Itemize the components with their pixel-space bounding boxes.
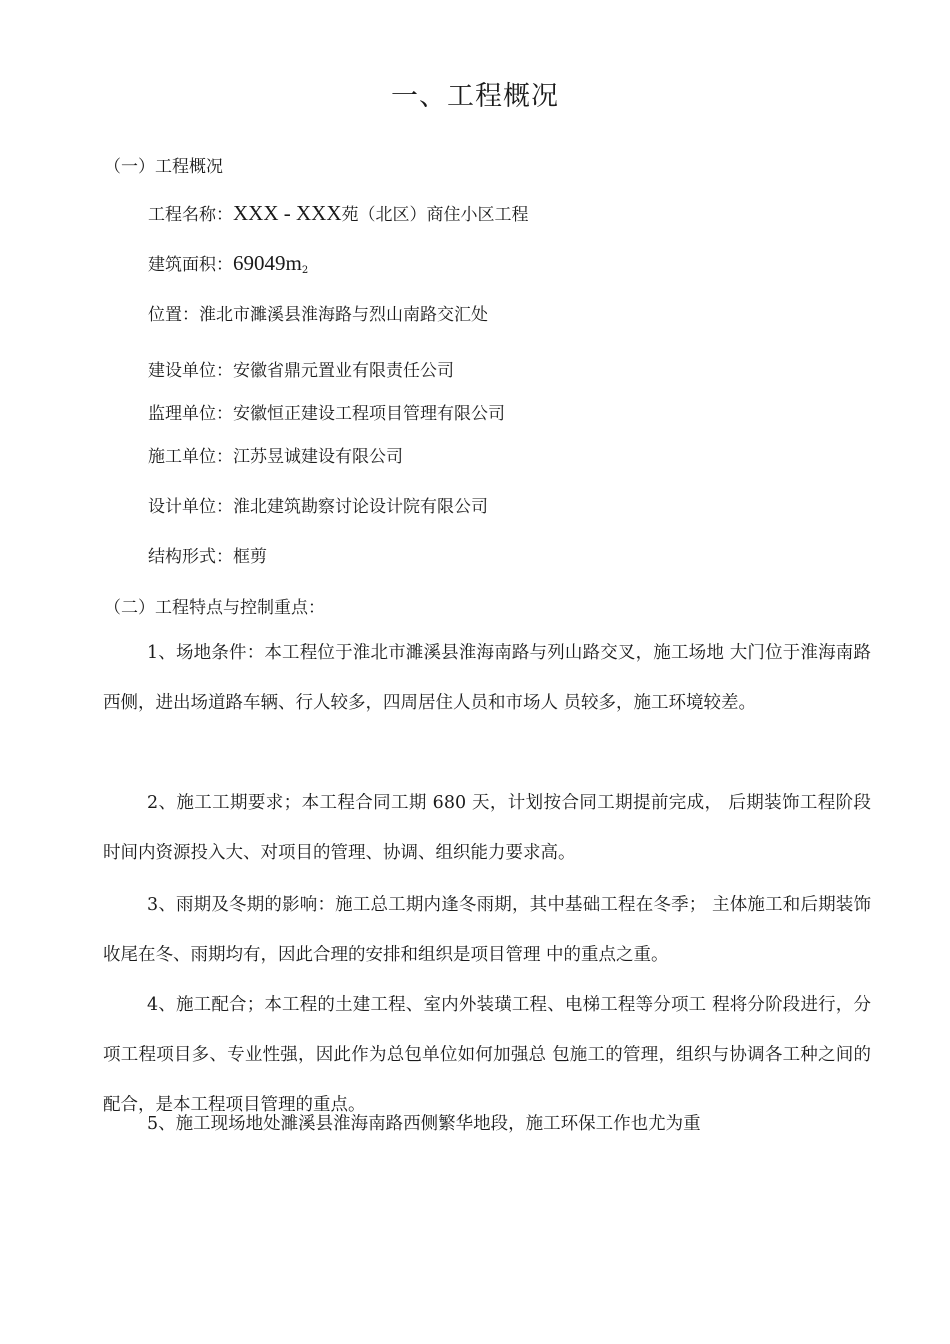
project-name-value: 苑（北区）商住小区工程 — [341, 205, 529, 225]
section-heading-overview: （一）工程概况 — [104, 157, 223, 177]
builder-unit: 建设单位：安徽省鼎元置业有限责任公司 — [148, 361, 454, 381]
feature-point-1: 1、场地条件：本工程位于淮北市濉溪县淮海南路与列山路交叉，施工场地 大门位于淮海南路西侧，进出场道路车辆、行人较多，四周居住人员和市场人 员较多，施工环境较差。 — [103, 643, 871, 713]
feature-point-2: 2、施工工期要求；本工程合同工期 680 天，计划按合同工期提前完成， 后期装饰工程阶段时间内资源投入大、对项目的管理、协调、组织能力要求高。 — [103, 793, 871, 863]
feature-point-4: 4、施工配合；本工程的土建工程、室内外装璜工程、电梯工程等分项工 程将分阶段进行，分项工程项目多、专业性强，因此作为总包单位如何加强总 包施工的管理，组织与协调各工种之间的配合，是本工程项目管理的重点。 — [103, 995, 871, 1115]
page-title: 一、工程概况 — [391, 81, 559, 112]
section-heading-features: （二）工程特点与控制重点： — [104, 598, 325, 618]
feature-point-5: 5、施工现场地处濉溪县淮海南路西侧繁华地段，施工环保工作也尤为重 — [147, 1114, 701, 1134]
contractor-unit: 施工单位：江苏昱诚建设有限公司 — [148, 447, 403, 467]
building-area — [148, 250, 308, 276]
supervisor-unit: 监理单位：安徽恒正建设工程项目管理有限公司 — [148, 404, 505, 424]
building-area-unit-sub: 2 — [301, 265, 309, 276]
project-name — [148, 200, 529, 226]
project-name-label: 工程名称： — [148, 205, 233, 225]
designer-unit: 设计单位：淮北建筑勘察讨论设计院有限公司 — [148, 497, 488, 517]
project-name-code: XXX - XXX — [233, 201, 342, 225]
building-area-label: 建筑面积： — [148, 255, 233, 275]
structure-type: 结构形式：框剪 — [148, 547, 267, 567]
building-area-value: 69049m — [233, 251, 302, 275]
feature-point-3: 3、雨期及冬期的影响：施工总工期内逢冬雨期，其中基础工程在冬季； 主体施工和后期装饰收尾在冬、雨期均有，因此合理的安排和组织是项目管理 中的重点之重。 — [103, 895, 871, 965]
location: 位置：淮北市濉溪县淮海路与烈山南路交汇处 — [148, 305, 488, 325]
